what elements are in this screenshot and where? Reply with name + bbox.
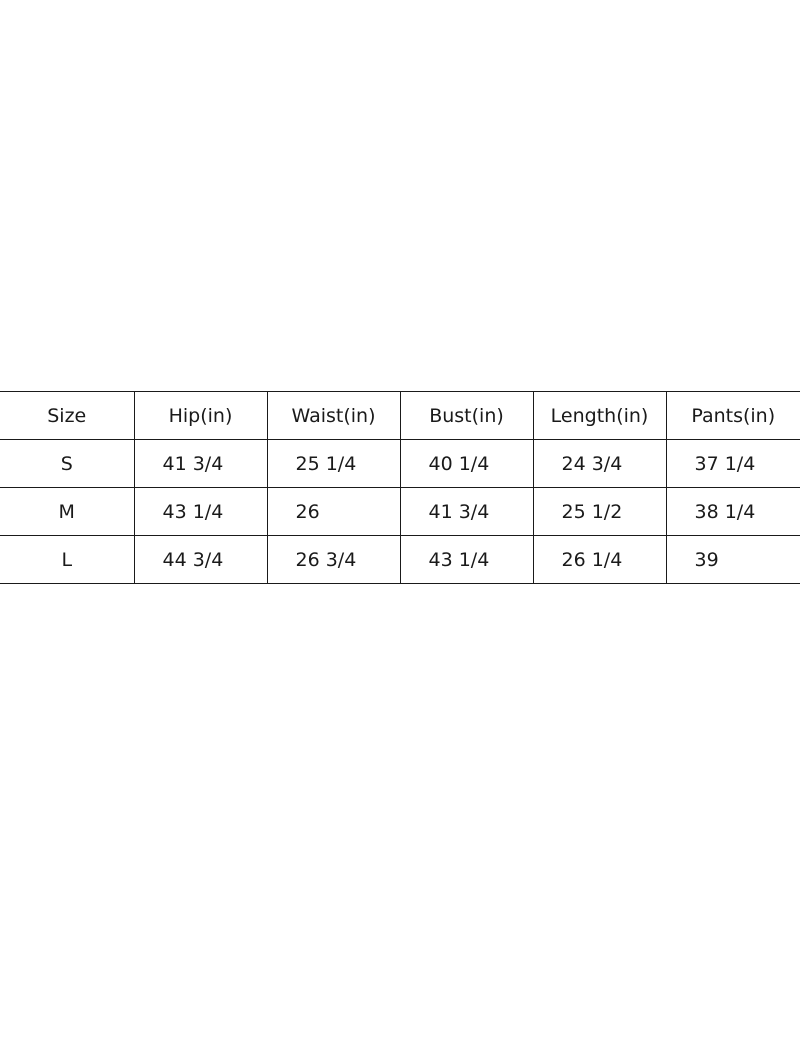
cell-waist: 26 3/4: [267, 536, 400, 584]
cell-bust: 40 1/4: [400, 440, 533, 488]
cell-size: M: [0, 488, 134, 536]
size-chart-table: [0, 391, 800, 584]
column-header-size: Size: [0, 392, 134, 440]
table-row: [0, 536, 800, 584]
cell-length: 26 1/4: [533, 536, 666, 584]
cell-bust: 41 3/4: [400, 488, 533, 536]
cell-bust: 43 1/4: [400, 536, 533, 584]
table-body: [0, 440, 800, 584]
cell-size: S: [0, 440, 134, 488]
cell-size: L: [0, 536, 134, 584]
cell-pants: 37 1/4: [666, 440, 800, 488]
table-row: [0, 440, 800, 488]
size-chart-container: [0, 391, 800, 584]
table-row: [0, 488, 800, 536]
cell-waist: 26: [267, 488, 400, 536]
cell-hip: 41 3/4: [134, 440, 267, 488]
cell-length: 24 3/4: [533, 440, 666, 488]
cell-pants: 38 1/4: [666, 488, 800, 536]
column-header-bust: Bust(in): [400, 392, 533, 440]
table-header-row: [0, 392, 800, 440]
cell-pants: 39: [666, 536, 800, 584]
cell-length: 25 1/2: [533, 488, 666, 536]
table-header: [0, 392, 800, 440]
cell-hip: 44 3/4: [134, 536, 267, 584]
column-header-waist: Waist(in): [267, 392, 400, 440]
column-header-pants: Pants(in): [666, 392, 800, 440]
cell-hip: 43 1/4: [134, 488, 267, 536]
column-header-hip: Hip(in): [134, 392, 267, 440]
cell-waist: 25 1/4: [267, 440, 400, 488]
column-header-length: Length(in): [533, 392, 666, 440]
